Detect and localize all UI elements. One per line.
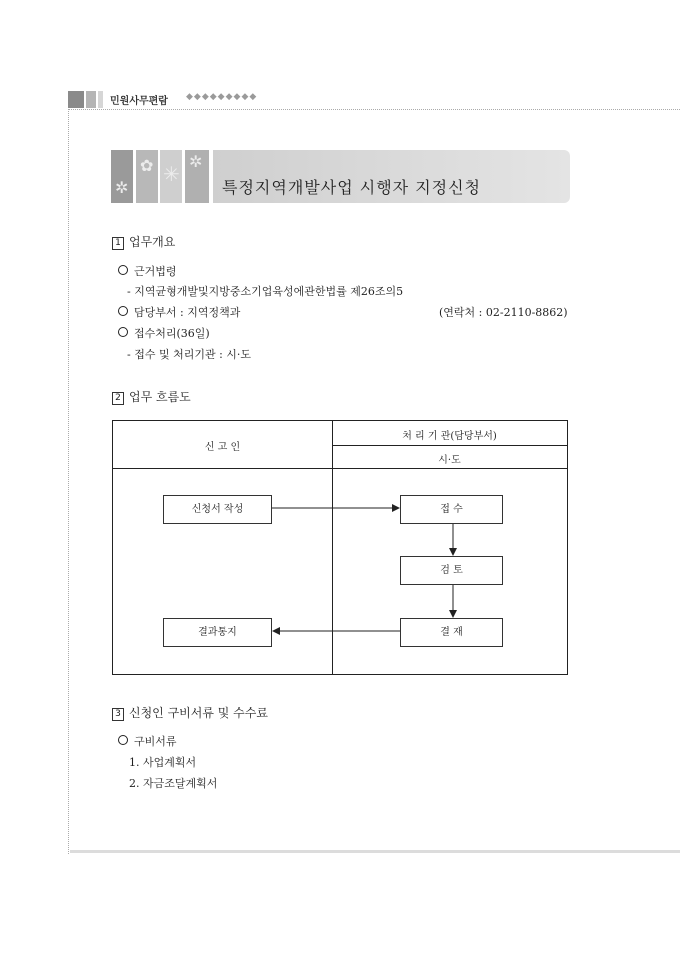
list-item — [118, 304, 240, 320]
required-doc: 2. 자금조달계획서 — [129, 777, 218, 790]
section-1-heading — [112, 233, 175, 250]
contact-number: (연락처 : 02-2110-8862) — [439, 306, 568, 319]
step-approve: 결 재 — [400, 618, 503, 647]
frame-bottom-border — [70, 850, 680, 853]
section-title: 업무 흐름도 — [129, 390, 191, 404]
section-number: 1 — [112, 237, 124, 250]
step-review: 검 토 — [400, 556, 503, 585]
circle-bullet-icon — [118, 265, 128, 275]
step-receive: 접 수 — [400, 495, 503, 524]
banner-tile — [160, 150, 182, 203]
frame-top-border — [68, 109, 680, 110]
flower-icon: ✳ — [163, 162, 180, 186]
list-item — [118, 325, 210, 341]
section-number: 2 — [112, 392, 124, 405]
agency-column-header: 처 리 기 관(담당부서) — [402, 431, 497, 442]
list-item — [118, 733, 177, 749]
flower-icon: ✲ — [115, 178, 129, 197]
circle-bullet-icon — [118, 327, 128, 337]
circle-bullet-icon — [118, 735, 128, 745]
header-bar-dark — [68, 91, 84, 108]
item-label: 담당부서 : 지역정책과 — [134, 306, 241, 319]
banner-tile — [111, 150, 133, 203]
item-label: 구비서류 — [134, 735, 177, 748]
circle-bullet-icon — [118, 306, 128, 316]
item-label: 접수처리(36일) — [134, 327, 210, 340]
header-bar-light — [98, 91, 103, 108]
step-apply: 신청서 작성 — [163, 495, 272, 524]
section-number: 3 — [112, 708, 124, 721]
page-title: 특정지역개발사업 시행자 지정신청 — [222, 178, 482, 197]
section-title: 신청인 구비서류 및 수수료 — [129, 706, 268, 720]
running-title: 민원사무편람 — [110, 96, 168, 107]
workflow-chart — [112, 420, 568, 675]
legal-basis: - 지역균형개발및지방중소기업육성에관한법률 제26조의5 — [127, 285, 404, 298]
list-item — [118, 263, 177, 279]
item-label: 근거법령 — [134, 265, 177, 278]
processing-agency: - 접수 및 처리기관 : 시·도 — [127, 348, 252, 361]
section-2-heading — [112, 388, 191, 405]
applicant-column-header: 신 고 인 — [204, 442, 241, 453]
step-notify: 결과통지 — [163, 618, 272, 647]
flower-icon: ✿ — [140, 156, 154, 175]
banner-tile — [136, 150, 158, 203]
header-bar-mid — [86, 91, 96, 108]
header-dots: ◆◆◆◆◆◆◆◆◆ — [186, 92, 258, 102]
section-title: 업무개요 — [129, 235, 176, 249]
required-doc: 1. 사업계획서 — [129, 756, 197, 769]
banner-tile — [185, 150, 209, 203]
frame-left-border — [68, 109, 69, 854]
flower-icon: ✲ — [189, 152, 203, 171]
agency-subheader: 시·도 — [438, 455, 461, 466]
section-3-heading — [112, 704, 268, 721]
